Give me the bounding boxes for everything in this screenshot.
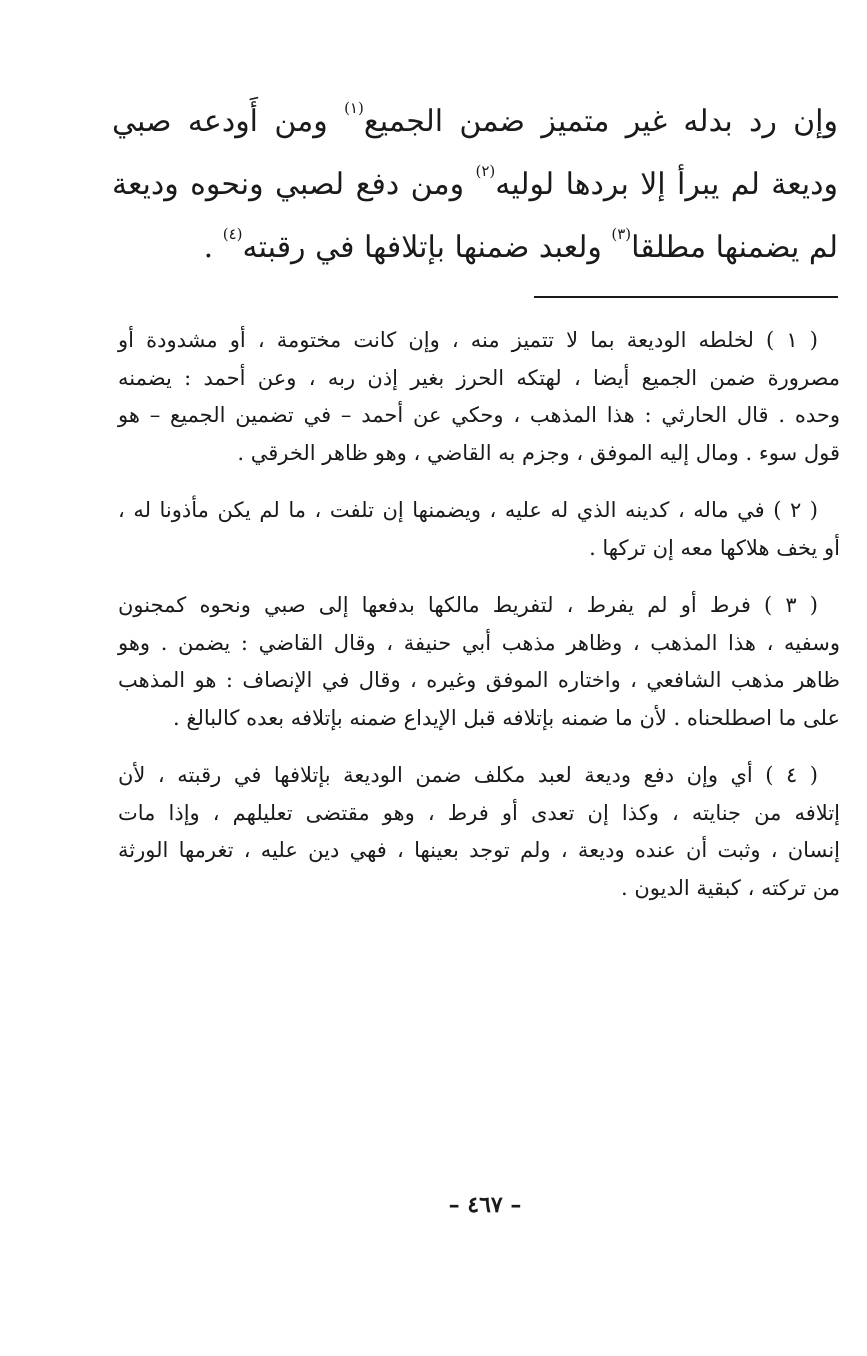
footnote-line: ( ٤ ) أي وإن دفع وديعة لعبد مكلف ضمن الوديعة بإتلافها في رقبته ، لأن xyxy=(118,763,818,787)
footnote-line: وحده . قال الحارثي : هذا المذهب ، وحكي عن أحمد – في تضمين الجميع – هو xyxy=(118,403,840,427)
main-text-line: لم يضمنها مطلقا$^{(٣)}$ ولعبد ضمنها بإتلافها في رقبته$^{(٤)}$ . xyxy=(203,225,838,265)
footnote-line: أو يخف هلاكها معه إن تركها . xyxy=(589,535,840,560)
footnote-ref: (٣) xyxy=(611,225,632,243)
footnote-ref: (١) xyxy=(344,99,364,117)
footnote-line: ( ٣ ) فرط أو لم يفرط ، لتفريط مالكها بدفعها إلى صبي ونحوه كمجنون xyxy=(118,593,818,617)
footnote-2 xyxy=(118,492,840,567)
page-number: – ٤٦٧ – xyxy=(448,1192,522,1218)
main-text-line: وديعة لم يبرأ إلا بردها لوليه$^{(٢)}$ ومن دفع لصبي ونحوه وديعة xyxy=(112,162,838,202)
main-text-line: وإن رد بدله غير متميز ضمن الجميع$^{(١)}$ ومن أَودعه صبي xyxy=(112,99,839,139)
footnote-line: قول سوء . ومال إليه الموفق ، وجزم به القاضي ، وهو ظاهر الخرقي . xyxy=(237,440,840,465)
footnote-1 xyxy=(118,322,840,472)
footnote-4 xyxy=(118,757,840,907)
footnote-line: إتلافه من جنايته ، وكذا إن تعدى أو فرط ، وهو مقتضى تعليلهم ، وإذا مات xyxy=(118,800,840,825)
footnote-line: وسفيه ، هذا المذهب ، وظاهر مذهب أبي حنيفة ، وقال القاضي : يضمن . وهو xyxy=(118,630,840,655)
footnote-line: على ما اصطلحناه . لأن ما ضمنه بإتلافه قبل الإيداع ضمنه بإتلافه بعده كالبالغ . xyxy=(172,705,840,730)
footnote-ref: (٤) xyxy=(222,225,243,243)
footnotes xyxy=(118,322,840,927)
footnote-line: مصرورة ضمن الجميع أيضا ، لهتكه الحرز بغير إذن ربه ، وعن أحمد : يضمنه xyxy=(118,365,840,390)
footnote-line: إنسان ، وثبت أن عنده وديعة ، ولم توجد بعينها ، فهي دين عليه ، تغرمها الورثة xyxy=(118,838,840,862)
footnote-line: ( ٢ ) في ماله ، كدينه الذي له عليه ، ويضمنها إن تلفت ، ما لم يكن مأذونا له ، xyxy=(118,498,818,522)
footnote-3 xyxy=(118,587,840,737)
footnote-divider xyxy=(534,296,838,298)
footnote-line: ( ١ ) لخلطه الوديعة بما لا تتميز منه ، وإن كانت مختومة ، أو مشدودة أو xyxy=(118,328,818,352)
footnote-line: ظاهر مذهب الشافعي ، واختاره الموفق وغيره ، وقال في الإنصاف : هو المذهب xyxy=(118,668,840,692)
footnote-ref: (٢) xyxy=(475,162,496,180)
main-text xyxy=(112,90,838,279)
footnote-line: من تركته ، كبقية الديون . xyxy=(620,875,840,900)
